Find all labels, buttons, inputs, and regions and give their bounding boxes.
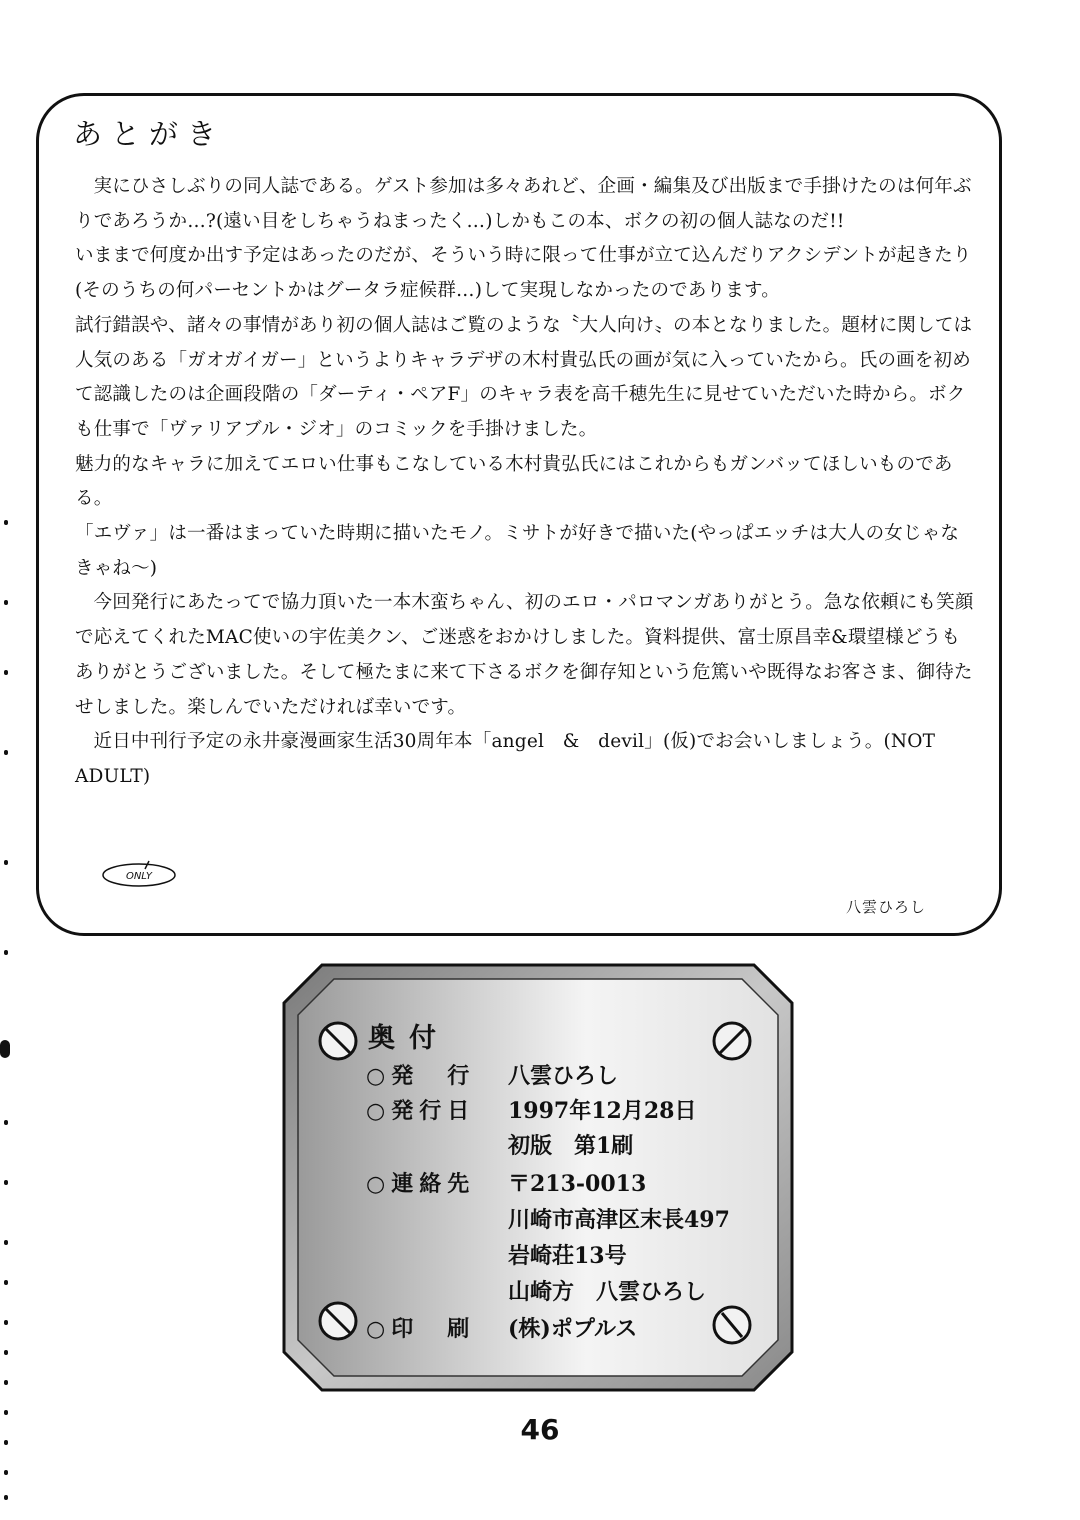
- address-line-3: 山崎方 八雲ひろし: [508, 1279, 707, 1305]
- screw-icon: [714, 1023, 750, 1059]
- afterword-paragraph: 実にひさしぶりの同人誌である。ゲスト参加は多々あれど、企画・編集及び出版まで手掛けたのは何年ぶりであろうか…?(遠い目をしちゃうねまったく…)しかもこの本、ボクの初の個人誌なのだ!!: [75, 176, 972, 232]
- only-stamp-text: ONLY: [125, 871, 153, 882]
- printer-label: ○印 刷: [366, 1316, 476, 1342]
- afterword-paragraph: 試行錯誤や、諸々の事情があり初の個人誌はご覧のような〝大人向け〟の本となりました。題材に関しては人気のある「ガオガイガー」というよりキャラデザの木村貴弘氏の画が気に入っていたから。氏の画を初めて認識したのは企画段階の「ダーティ・ペアF」のキャラ表を高千穂先生に見せていただいた時から。ボクも仕事で「ヴァリアブル・ジオ」のコミックを手掛けました。: [75, 314, 973, 440]
- afterword-paragraph: いままで何度か出す予定はあったのだが、そういう時に限って仕事が立て込んだりアクシデントが起きたり(そのうちの何パーセントかはグータラ症候群…)して実現しなかったのであります。: [75, 245, 972, 302]
- page-number: 46: [520, 1413, 560, 1446]
- colophon-heading: 奥付: [368, 1023, 450, 1054]
- afterword-title: あとがき: [73, 117, 226, 151]
- address-line-2: 岩崎荘13号: [508, 1243, 627, 1269]
- publisher-label: ○発 行: [366, 1063, 476, 1089]
- publisher-value: 八雲ひろし: [508, 1063, 619, 1089]
- date-value: 1997年12月28日: [508, 1098, 697, 1124]
- afterword-paragraph: 魅力的なキャラに加えてエロい仕事もこなしている木村貴弘氏にはこれからもガンバッてほしいものである。: [75, 453, 953, 510]
- afterword-body: [75, 170, 975, 795]
- screw-icon: [320, 1303, 356, 1339]
- only-stamp: [101, 859, 177, 889]
- screw-icon: [714, 1307, 750, 1343]
- screw-icon: [320, 1023, 356, 1059]
- afterword-paragraph: 今回発行にあたってで協力頂いた一本木蛮ちゃん、初のエロ・パロマンガありがとう。急な依頼にも笑顔で応えてくれたMAC使いの宇佐美クン、ご迷惑をおかけしました。資料提供、富士原昌幸&環望様どうもありがとうございました。そして極たまに来て下さるボクを御存知という危篤いや既得なお客さま、御待たせしました。楽しんでいただければ幸いです。: [75, 592, 974, 718]
- afterword-paragraph: 近日中刊行予定の永井豪漫画家生活30周年本「angel & devil」(仮)でお会いしましょう。(NOT ADULT): [75, 731, 936, 787]
- colophon-plate: [282, 963, 794, 1392]
- edition-value: 初版 第1刷: [508, 1133, 634, 1159]
- afterword-paragraph: 「エヴァ」は一番はまっていた時期に描いたモノ。ミサトが好きで描いた(やっぱエッチは大人の女じゃなきゃね～): [75, 523, 960, 579]
- contact-label: ○連絡先: [366, 1171, 476, 1197]
- author-signature: 八雲ひろし: [846, 898, 927, 916]
- afterword-box: [36, 93, 1002, 936]
- date-label: ○発行日: [366, 1098, 476, 1124]
- address-line-1: 川崎市高津区末長497: [508, 1207, 730, 1233]
- printer-value: (株)ポプルス: [508, 1316, 638, 1342]
- postal-code: 〒213-0013: [508, 1171, 647, 1197]
- scan-edge-marks: [0, 480, 14, 1520]
